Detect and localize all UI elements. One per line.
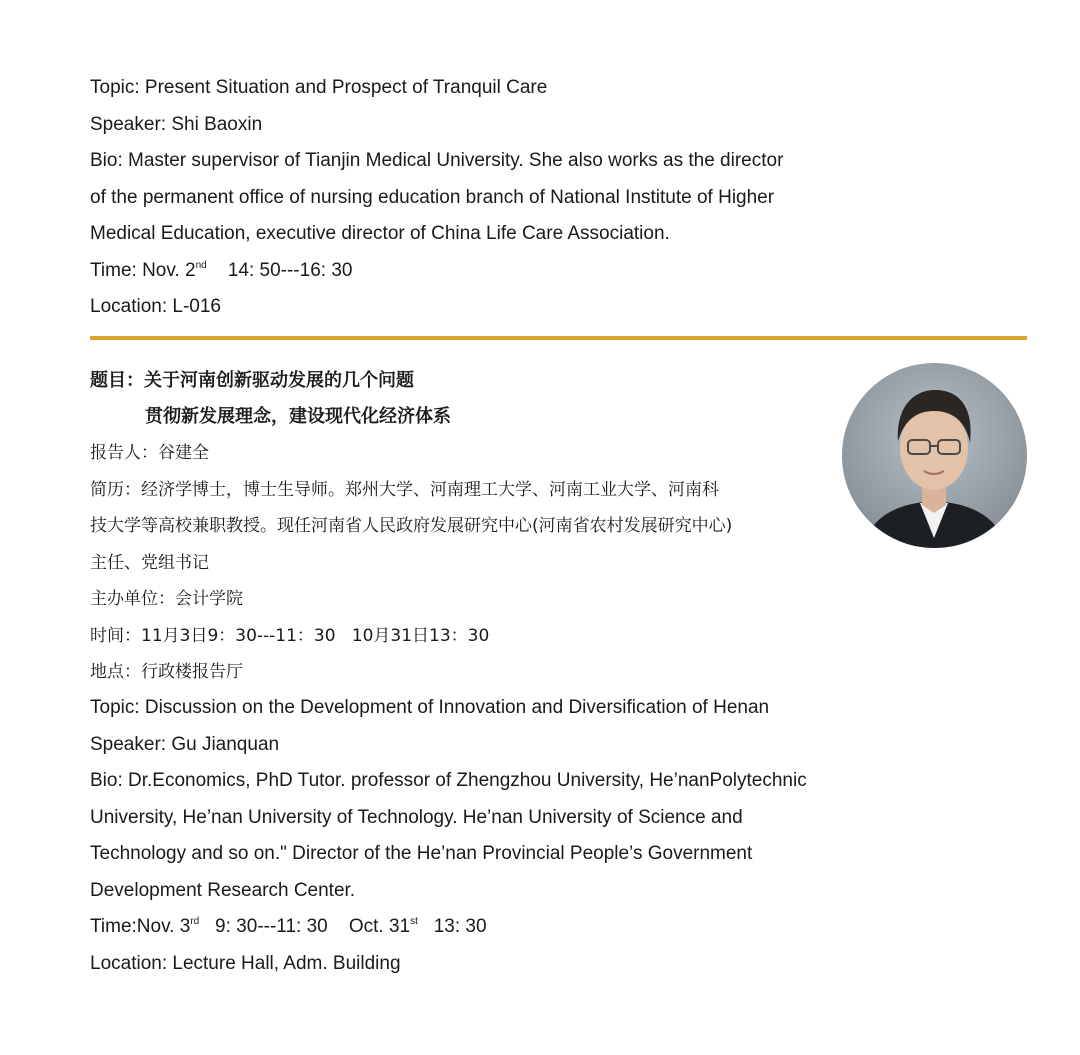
time-en-label: Time:Nov. 3	[90, 916, 191, 937]
time-range: 14: 50---16: 30	[206, 260, 353, 281]
speaker-line: Speaker: Shi Baoxin	[90, 114, 263, 135]
topic-line: Topic: Present Situation and Prospect of Tranquil Care	[90, 77, 548, 98]
bio-line-3: Medical Education, executive director of China Life Care Association.	[90, 223, 670, 244]
time-line	[90, 259, 352, 283]
section-divider	[90, 336, 1027, 340]
bio-en-line-2: University, He’nan University of Technology. He’nan University of Science and	[90, 807, 743, 828]
location-cn: 地点：行政楼报告厅	[90, 662, 243, 682]
title-cn-line-2: 贯彻新发展理念，建设现代化经济体系	[145, 406, 451, 427]
time-en-suffix-2: st	[410, 916, 418, 927]
time-en	[90, 915, 487, 939]
time-en-middle: 9: 30---11: 30 Oct. 31	[199, 916, 411, 937]
bio-en-line-4: Development Research Center.	[90, 880, 356, 901]
time-suffix: nd	[195, 260, 207, 271]
speaker-portrait	[842, 363, 1027, 548]
bio-cn-line-3: 主任、党组书记	[90, 553, 209, 573]
bio-line-1: Bio: Master supervisor of Tianjin Medical University. She also works as the director	[90, 150, 784, 171]
time-cn: 时间：11月3日9：30---11：30 10月31日13：30	[90, 626, 490, 646]
time-en-end: 13: 30	[417, 916, 487, 937]
speaker-cn: 报告人：谷建全	[90, 443, 209, 463]
bio-cn-line-2: 技大学等高校兼职教授。现任河南省人民政府发展研究中心(河南省农村发展研究中心)	[90, 516, 733, 536]
bio-en-line-1: Bio: Dr.Economics, PhD Tutor. professor of Zhengzhou University, He’nanPolytechnic	[90, 770, 807, 791]
location-line: Location: L-016	[90, 296, 221, 317]
host-cn: 主办单位：会计学院	[90, 589, 243, 609]
bio-en-line-3: Technology and so on." Director of the He’nan Provincial People’s Government	[90, 843, 753, 864]
speaker-en: Speaker: Gu Jianquan	[90, 734, 280, 755]
time-label: Time: Nov. 2	[90, 260, 196, 281]
bio-cn-line-1: 简历：经济学博士，博士生导师。郑州大学、河南理工大学、河南工业大学、河南科	[90, 480, 719, 500]
location-en: Location: Lecture Hall, Adm. Building	[90, 953, 401, 974]
title-cn-line-1: 题目：关于河南创新驱动发展的几个问题	[90, 370, 414, 391]
time-en-suffix-1: rd	[190, 916, 200, 927]
bio-line-2: of the permanent office of nursing education branch of National Institute of Higher	[90, 187, 775, 208]
topic-en: Topic: Discussion on the Development of Innovation and Diversification of Henan	[90, 697, 770, 718]
